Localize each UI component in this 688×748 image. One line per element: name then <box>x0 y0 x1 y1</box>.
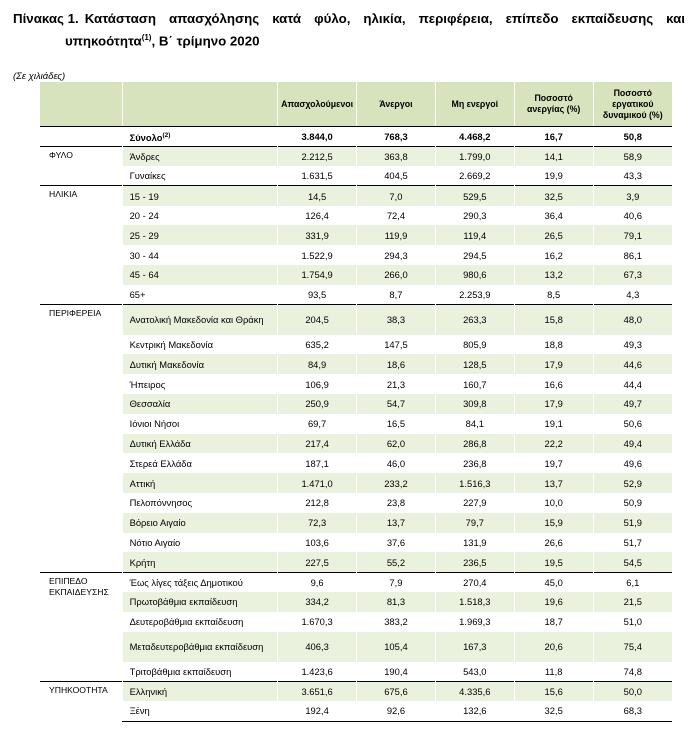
total-row <box>40 127 672 147</box>
cell-unemployed: 81,3 <box>357 592 436 612</box>
cell-unemployed: 266,0 <box>357 265 436 285</box>
table-row <box>40 434 672 454</box>
category-label: ΗΛΙΚΙΑ <box>40 186 122 305</box>
row-label: Αττική <box>122 473 278 493</box>
row-label: Ξένη <box>122 701 278 721</box>
cell-unemployed: 13,7 <box>357 513 436 533</box>
cell-inactive: 227,9 <box>435 493 514 513</box>
cell-unemployment-rate: 15,6 <box>514 681 593 701</box>
table-title-period: , Β΄ τρίμηνο 2020 <box>151 33 260 49</box>
total-unemployment-rate: 16,7 <box>514 127 593 147</box>
cell-labor-force-rate: 50,9 <box>593 493 672 513</box>
cell-employed: 69,7 <box>278 414 357 434</box>
cell-unemployment-rate: 19,1 <box>514 414 593 434</box>
cell-labor-force-rate: 54,5 <box>593 552 672 572</box>
table-title <box>13 9 685 50</box>
total-employed: 3.844,0 <box>278 127 357 147</box>
cell-inactive: 160,7 <box>435 374 514 394</box>
cell-unemployed: 92,6 <box>357 701 436 721</box>
cell-unemployment-rate: 16,6 <box>514 374 593 394</box>
cell-unemployment-rate: 13,7 <box>514 473 593 493</box>
cell-unemployed: 46,0 <box>357 453 436 473</box>
cell-labor-force-rate: 40,6 <box>593 206 672 226</box>
cell-inactive: 132,6 <box>435 701 514 721</box>
table-row <box>40 186 672 206</box>
row-label: Ελληνική <box>122 681 278 701</box>
header-unemployed: Άνεργοι <box>357 82 436 127</box>
cell-inactive: 2.253,9 <box>435 285 514 305</box>
cell-labor-force-rate: 44,4 <box>593 374 672 394</box>
cell-labor-force-rate: 51,0 <box>593 612 672 632</box>
cell-employed: 1.522,9 <box>278 245 357 265</box>
cell-unemployed: 62,0 <box>357 434 436 454</box>
cell-unemployment-rate: 11,8 <box>514 662 593 682</box>
cell-labor-force-rate: 50,0 <box>593 681 672 701</box>
cell-unemployed: 119,9 <box>357 225 436 245</box>
cell-unemployed: 675,6 <box>357 681 436 701</box>
cell-unemployed: 23,8 <box>357 493 436 513</box>
cell-unemployment-rate: 22,2 <box>514 434 593 454</box>
cell-employed: 227,5 <box>278 552 357 572</box>
cell-inactive: 290,3 <box>435 206 514 226</box>
cell-unemployed: 105,4 <box>357 632 436 662</box>
cell-labor-force-rate: 50,6 <box>593 414 672 434</box>
cell-unemployed: 190,4 <box>357 662 436 682</box>
row-label: Δυτική Μακεδονία <box>122 354 278 374</box>
row-label: Βόρειο Αιγαίο <box>122 513 278 533</box>
cell-unemployment-rate: 19,5 <box>514 552 593 572</box>
cell-employed: 84,9 <box>278 354 357 374</box>
table-title-text: Κατάσταση απασχόλησης κατά φύλο, ηλικία, περιφέρεια, επίπεδο εκπαίδευσης και <box>84 11 685 26</box>
cell-unemployed: 16,5 <box>357 414 436 434</box>
cell-inactive: 1.969,3 <box>435 612 514 632</box>
cell-employed: 192,4 <box>278 701 357 721</box>
row-label: Στερεά Ελλάδα <box>122 453 278 473</box>
cell-unemployment-rate: 14,1 <box>514 146 593 166</box>
cell-employed: 204,5 <box>278 305 357 335</box>
cell-unemployed: 7,9 <box>357 572 436 592</box>
footnote-ref: (1) <box>141 33 152 42</box>
cell-unemployed: 38,3 <box>357 305 436 335</box>
cell-inactive: 4.335,6 <box>435 681 514 701</box>
category-label: ΥΠΗΚΟΟΤΗΤΑ <box>40 681 122 721</box>
header-category <box>40 82 122 127</box>
row-label: Κεντρική Μακεδονία <box>122 335 278 355</box>
cell-inactive: 1.799,0 <box>435 146 514 166</box>
row-label: 25 - 29 <box>122 225 278 245</box>
cell-inactive: 270,4 <box>435 572 514 592</box>
cell-inactive: 805,9 <box>435 335 514 355</box>
cell-inactive: 543,0 <box>435 662 514 682</box>
cell-unemployment-rate: 26,5 <box>514 225 593 245</box>
cell-unemployed: 21,3 <box>357 374 436 394</box>
table-row <box>40 354 672 374</box>
cell-employed: 1.471,0 <box>278 473 357 493</box>
row-label: Άνδρες <box>122 146 278 166</box>
table-row <box>40 335 672 355</box>
cell-labor-force-rate: 49,7 <box>593 394 672 414</box>
cell-unemployment-rate: 15,8 <box>514 305 593 335</box>
header-employed: Απασχολούμενοι <box>278 82 357 127</box>
cell-labor-force-rate: 68,3 <box>593 701 672 721</box>
table-row <box>40 225 672 245</box>
cell-inactive: 529,5 <box>435 186 514 206</box>
total-unemployed: 768,3 <box>357 127 436 147</box>
table-row <box>40 146 672 166</box>
row-label: Δευτεροβάθμια εκπαίδευση <box>122 612 278 632</box>
cell-inactive: 167,3 <box>435 632 514 662</box>
row-label: Κρήτη <box>122 552 278 572</box>
cell-unemployment-rate: 32,5 <box>514 701 593 721</box>
cell-inactive: 263,3 <box>435 305 514 335</box>
cell-labor-force-rate: 58,9 <box>593 146 672 166</box>
cell-labor-force-rate: 52,9 <box>593 473 672 493</box>
row-label: Πελοπόννησος <box>122 493 278 513</box>
table-row <box>40 632 672 662</box>
cell-unemployed: 147,5 <box>357 335 436 355</box>
table-row <box>40 701 672 721</box>
category-label: ΦΥΛΟ <box>40 146 122 186</box>
cell-unemployment-rate: 18,8 <box>514 335 593 355</box>
cell-unemployed: 18,6 <box>357 354 436 374</box>
cell-inactive: 236,8 <box>435 453 514 473</box>
table-row <box>40 206 672 226</box>
cell-labor-force-rate: 74,8 <box>593 662 672 682</box>
cell-employed: 9,6 <box>278 572 357 592</box>
table-row <box>40 453 672 473</box>
cell-employed: 93,5 <box>278 285 357 305</box>
cell-unemployment-rate: 15,9 <box>514 513 593 533</box>
cell-unemployment-rate: 20,6 <box>514 632 593 662</box>
cell-unemployment-rate: 36,4 <box>514 206 593 226</box>
cell-inactive: 79,7 <box>435 513 514 533</box>
cell-employed: 212,8 <box>278 493 357 513</box>
table-title-cont: υπηκοότητα <box>65 33 142 49</box>
cell-unemployment-rate: 19,9 <box>514 166 593 186</box>
total-labor-force-rate: 50,8 <box>593 127 672 147</box>
cell-unemployed: 363,8 <box>357 146 436 166</box>
table-row <box>40 285 672 305</box>
total-footnote-ref: (2) <box>162 131 171 139</box>
cell-employed: 1.423,6 <box>278 662 357 682</box>
table-row <box>40 612 672 632</box>
table-row <box>40 662 672 682</box>
cell-inactive: 1.516,3 <box>435 473 514 493</box>
cell-employed: 1.670,3 <box>278 612 357 632</box>
table-row <box>40 681 672 701</box>
row-label: Γυναίκες <box>122 166 278 186</box>
table-row <box>40 592 672 612</box>
cell-labor-force-rate: 21,5 <box>593 592 672 612</box>
cell-unemployment-rate: 10,0 <box>514 493 593 513</box>
cell-employed: 331,9 <box>278 225 357 245</box>
cell-labor-force-rate: 49,6 <box>593 453 672 473</box>
cell-unemployed: 233,2 <box>357 473 436 493</box>
row-label: Μεταδευτεροβάθμια εκπαίδευση <box>122 632 278 662</box>
cell-unemployed: 7,0 <box>357 186 436 206</box>
cell-labor-force-rate: 49,4 <box>593 434 672 454</box>
category-label: ΠΕΡΙΦΕΡΕΙΑ <box>40 305 122 573</box>
cell-unemployment-rate: 45,0 <box>514 572 593 592</box>
cell-inactive: 236,5 <box>435 552 514 572</box>
row-label: 20 - 24 <box>122 206 278 226</box>
row-label: 65+ <box>122 285 278 305</box>
cell-labor-force-rate: 3,9 <box>593 186 672 206</box>
table-row <box>40 493 672 513</box>
table-row <box>40 533 672 553</box>
cell-employed: 1.631,5 <box>278 166 357 186</box>
cell-unemployed: 55,2 <box>357 552 436 572</box>
cell-labor-force-rate: 75,4 <box>593 632 672 662</box>
cell-inactive: 286,8 <box>435 434 514 454</box>
table-body <box>40 127 672 722</box>
table-row <box>40 305 672 335</box>
cell-labor-force-rate: 79,1 <box>593 225 672 245</box>
cell-unemployment-rate: 26,6 <box>514 533 593 553</box>
cell-employed: 3.651,6 <box>278 681 357 701</box>
header-row <box>40 82 672 127</box>
cell-unemployment-rate: 13,2 <box>514 265 593 285</box>
total-inactive: 4.468,2 <box>435 127 514 147</box>
unit-note: (Σε χιλιάδες) <box>13 71 66 82</box>
header-subcategory <box>122 82 278 127</box>
header-labor-force-rate: Ποσοστό εργατικού δυναμικού (%) <box>593 82 672 127</box>
total-category <box>40 127 122 147</box>
total-label <box>122 127 278 147</box>
row-label: Ήπειρος <box>122 374 278 394</box>
cell-unemployed: 8,7 <box>357 285 436 305</box>
cell-employed: 1.754,9 <box>278 265 357 285</box>
header-inactive: Μη ενεργοί <box>435 82 514 127</box>
cell-employed: 72,3 <box>278 513 357 533</box>
cell-inactive: 2.669,2 <box>435 166 514 186</box>
cell-employed: 103,6 <box>278 533 357 553</box>
cell-labor-force-rate: 48,0 <box>593 305 672 335</box>
row-label: Δυτική Ελλάδα <box>122 434 278 454</box>
cell-unemployment-rate: 18,7 <box>514 612 593 632</box>
table-number: Πίνακας 1. <box>13 11 79 26</box>
row-label: Έως λίγες τάξεις Δημοτικού <box>122 572 278 592</box>
cell-employed: 406,3 <box>278 632 357 662</box>
row-label: 30 - 44 <box>122 245 278 265</box>
row-label: 15 - 19 <box>122 186 278 206</box>
table-row <box>40 414 672 434</box>
cell-unemployment-rate: 19,7 <box>514 453 593 473</box>
table-row <box>40 473 672 493</box>
cell-labor-force-rate: 4,3 <box>593 285 672 305</box>
cell-inactive: 1.518,3 <box>435 592 514 612</box>
cell-unemployment-rate: 8,5 <box>514 285 593 305</box>
employment-table <box>40 82 672 722</box>
cell-inactive: 119,4 <box>435 225 514 245</box>
table-row <box>40 513 672 533</box>
cell-labor-force-rate: 51,9 <box>593 513 672 533</box>
cell-employed: 334,2 <box>278 592 357 612</box>
cell-employed: 635,2 <box>278 335 357 355</box>
cell-inactive: 980,6 <box>435 265 514 285</box>
cell-employed: 14,5 <box>278 186 357 206</box>
cell-unemployed: 37,6 <box>357 533 436 553</box>
row-label: Πρωτοβάθμια εκπαίδευση <box>122 592 278 612</box>
table-row <box>40 572 672 592</box>
total-label-text: Σύνολο <box>129 131 163 143</box>
table-row <box>40 265 672 285</box>
cell-labor-force-rate: 86,1 <box>593 245 672 265</box>
cell-employed: 126,4 <box>278 206 357 226</box>
table-row <box>40 552 672 572</box>
cell-employed: 2.212,5 <box>278 146 357 166</box>
cell-inactive: 84,1 <box>435 414 514 434</box>
cell-labor-force-rate: 51,7 <box>593 533 672 553</box>
row-label: Τριτοβάθμια εκπαίδευση <box>122 662 278 682</box>
cell-labor-force-rate: 44,6 <box>593 354 672 374</box>
table-row <box>40 245 672 265</box>
row-label: Ανατολική Μακεδονία και Θράκη <box>122 305 278 335</box>
cell-unemployed: 72,4 <box>357 206 436 226</box>
table-row <box>40 394 672 414</box>
row-label: Θεσσαλία <box>122 394 278 414</box>
row-label: Ιόνιοι Νήσοι <box>122 414 278 434</box>
row-label: Νότιο Αιγαίο <box>122 533 278 553</box>
header-unemployment-rate: Ποσοστό ανεργίας (%) <box>514 82 593 127</box>
cell-unemployment-rate: 19,6 <box>514 592 593 612</box>
category-label: ΕΠΙΠΕΔΟ ΕΚΠΑΙΔΕΥΣΗΣ <box>40 572 122 681</box>
cell-inactive: 128,5 <box>435 354 514 374</box>
cell-employed: 250,9 <box>278 394 357 414</box>
cell-unemployment-rate: 17,9 <box>514 394 593 414</box>
cell-employed: 217,4 <box>278 434 357 454</box>
row-label: 45 - 64 <box>122 265 278 285</box>
cell-unemployment-rate: 17,9 <box>514 354 593 374</box>
cell-unemployed: 383,2 <box>357 612 436 632</box>
cell-unemployed: 294,3 <box>357 245 436 265</box>
cell-inactive: 131,9 <box>435 533 514 553</box>
cell-inactive: 309,8 <box>435 394 514 414</box>
cell-labor-force-rate: 49,3 <box>593 335 672 355</box>
cell-inactive: 294,5 <box>435 245 514 265</box>
cell-labor-force-rate: 43,3 <box>593 166 672 186</box>
table-row <box>40 166 672 186</box>
cell-unemployment-rate: 32,5 <box>514 186 593 206</box>
table-row <box>40 374 672 394</box>
cell-unemployed: 404,5 <box>357 166 436 186</box>
cell-labor-force-rate: 6,1 <box>593 572 672 592</box>
cell-labor-force-rate: 67,3 <box>593 265 672 285</box>
cell-employed: 187,1 <box>278 453 357 473</box>
cell-employed: 106,9 <box>278 374 357 394</box>
cell-unemployed: 54,7 <box>357 394 436 414</box>
cell-unemployment-rate: 16,2 <box>514 245 593 265</box>
